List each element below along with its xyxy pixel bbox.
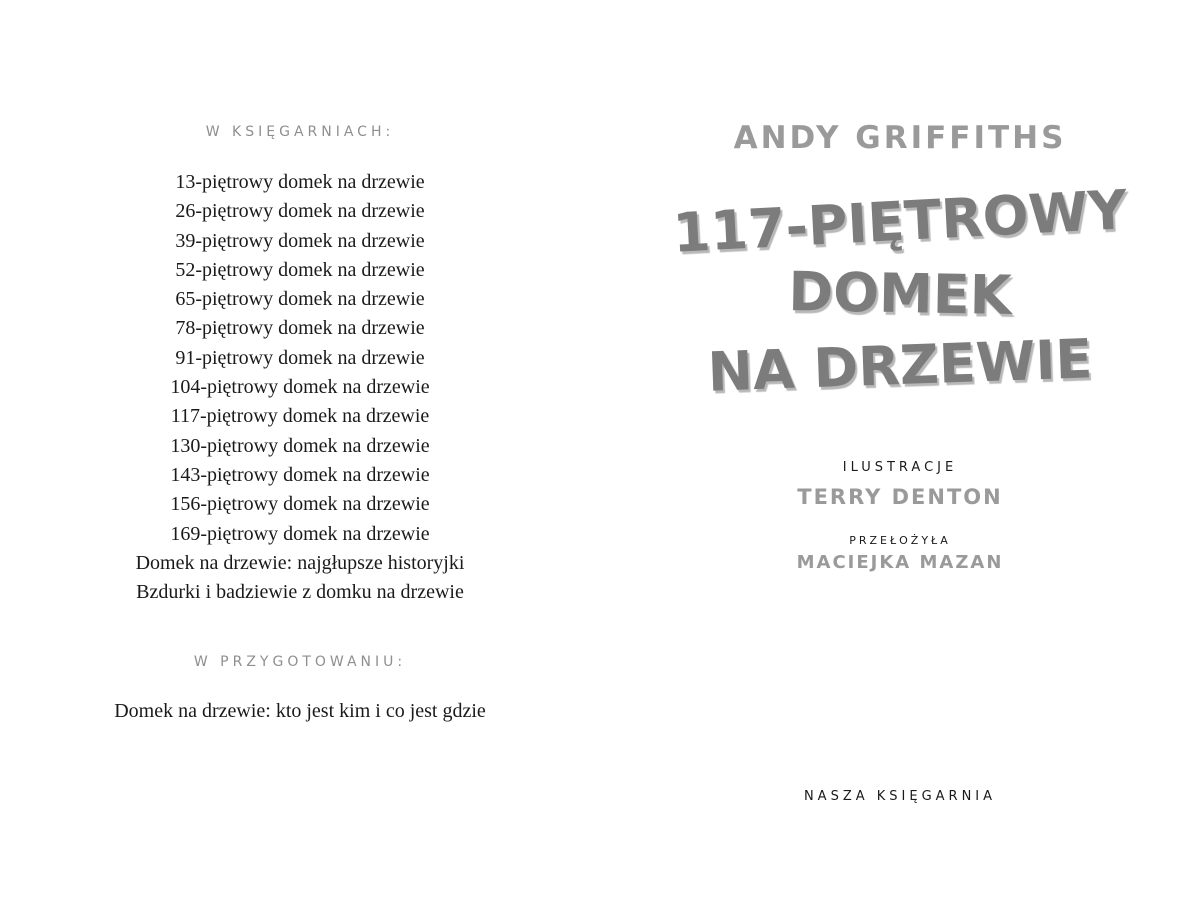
list-item: 143-piętrowy domek na drzewie — [170, 463, 430, 486]
translator-label: PRZEŁOŻYŁA — [849, 534, 951, 547]
list-item: 169-piętrowy domek na drzewie — [170, 522, 430, 545]
list-item: 117-piętrowy domek na drzewie — [170, 405, 430, 428]
preparing-heading: W PRZYGOTOWANIU: — [193, 654, 407, 670]
right-page — [600, 0, 1200, 909]
list-item: 156-piętrowy domek na drzewie — [170, 493, 430, 516]
list-item: 13-piętrowy domek na drzewie — [175, 171, 425, 193]
list-item: Bzdurki i badziewie z domku na drzewie — [136, 581, 464, 604]
list-item: 104-piętrowy domek na drzewie — [170, 376, 430, 399]
book-title-line: 117-PIĘTROWY — [671, 178, 1129, 265]
list-item: 130-piętrowy domek na drzewie — [170, 434, 430, 457]
list-item: 26-piętrowy domek na drzewie — [175, 200, 425, 223]
available-titles-list — [0, 168, 600, 607]
available-heading: W KSIĘGARNIACH: — [205, 124, 395, 140]
translator-name: MACIEJKA MAZAN — [796, 552, 1004, 573]
illustrator-name: TERRY DENTON — [797, 485, 1003, 509]
list-item: 78-piętrowy domek na drzewie — [175, 317, 425, 340]
list-item: Domek na drzewie: najgłupsze historyjki — [135, 551, 465, 574]
preparing-titles-list — [0, 697, 600, 726]
list-item: Domek na drzewie: kto jest kim i co jest gdzie — [114, 700, 486, 722]
illustrations-label: ILUSTRACJE — [842, 460, 958, 475]
list-item: 39-piętrowy domek na drzewie — [175, 229, 425, 252]
book-title-line: DOMEK — [787, 260, 1013, 327]
list-item: 91-piętrowy domek na drzewie — [175, 346, 425, 369]
author-name: ANDY GRIFFITHS — [733, 120, 1067, 156]
list-item: 65-piętrowy domek na drzewie — [175, 288, 425, 311]
list-item: 52-piętrowy domek na drzewie — [175, 258, 425, 281]
book-title-line: NA DRZEWIE — [706, 327, 1094, 404]
publisher-name: NASZA KSIĘGARNIA — [803, 789, 997, 804]
book-title — [600, 178, 1200, 404]
